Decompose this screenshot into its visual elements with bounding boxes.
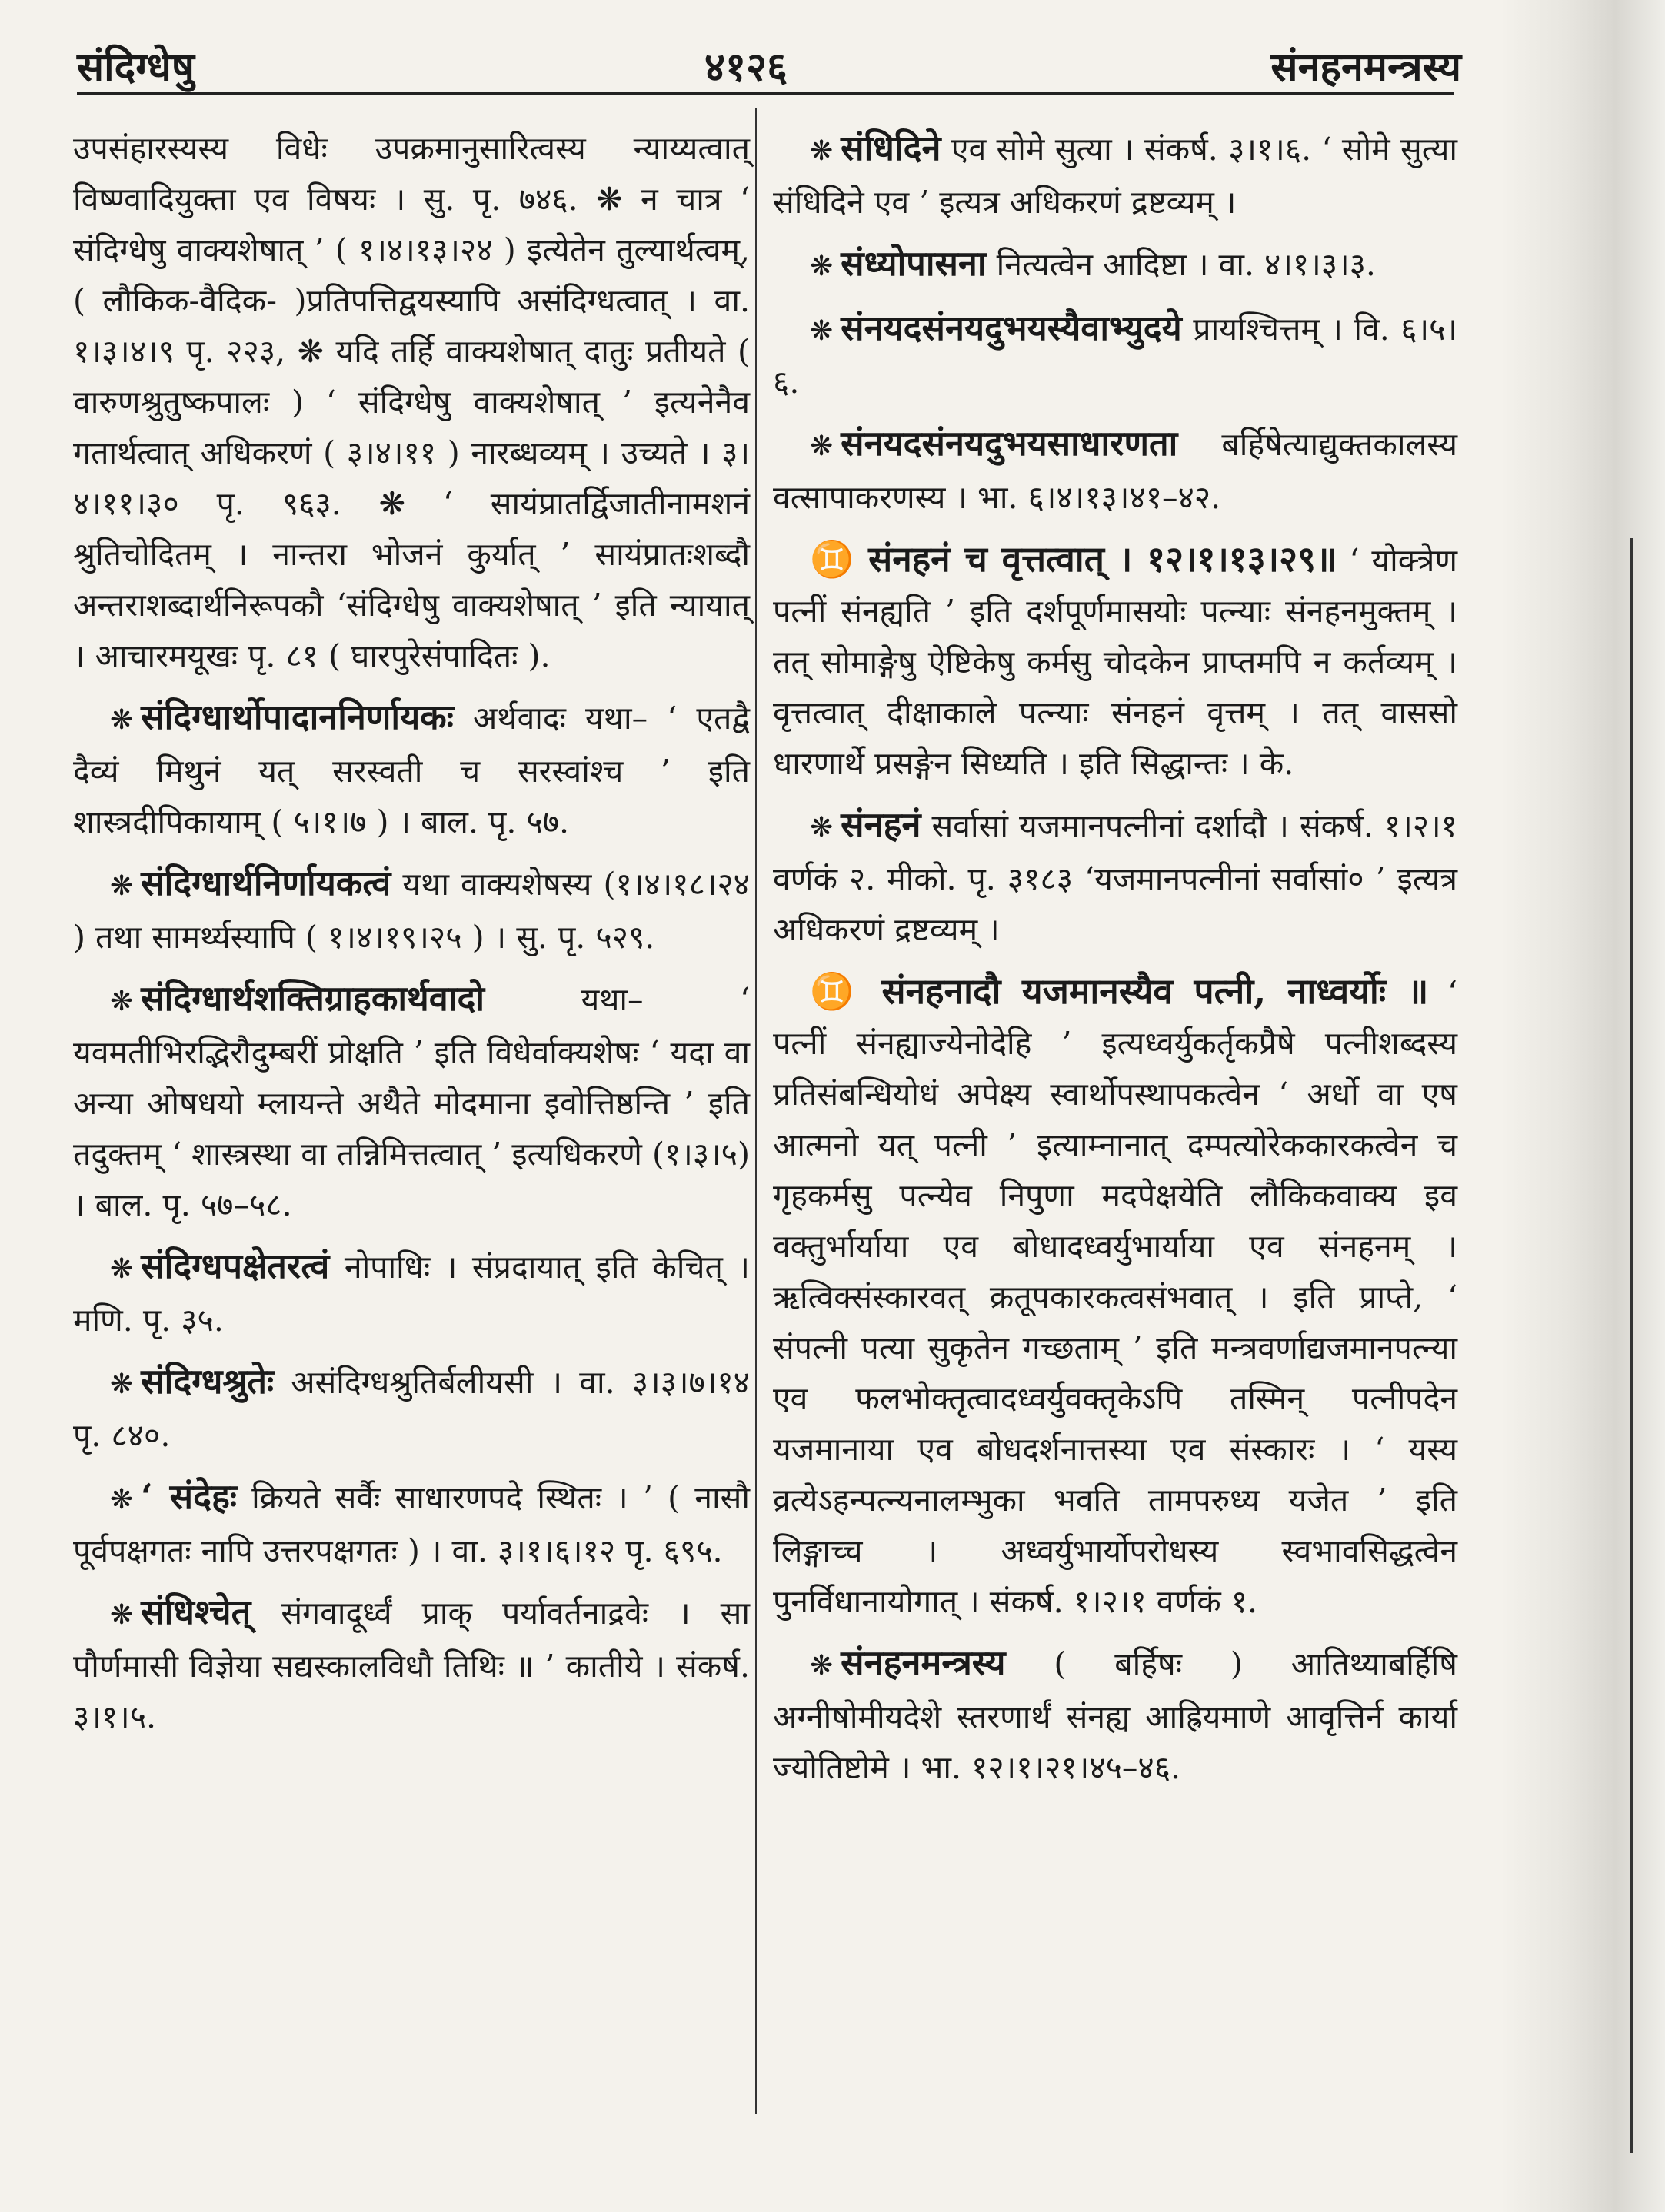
dictionary-entry — [773, 123, 1457, 228]
header-rule — [77, 92, 1454, 95]
header-left-catchword: संदिग्धेषु — [77, 44, 195, 91]
page-number: ४१२६ — [704, 44, 788, 91]
entry-text: नित्यत्वेन आदिष्टा । वा. ४।१।३।३. — [996, 246, 1376, 283]
dictionary-entry — [773, 303, 1457, 407]
entry-headword: संधिदिने — [841, 128, 941, 168]
page-header — [31, 31, 1461, 108]
dictionary-entry — [73, 123, 750, 681]
entry-text: उपसंहारस्यस्य विधेः उपक्रमानुसारित्वस्य न्याय्यत्वात् विष्ण्वादियुक्ता एव विषयः । सु. पृ. ७४६. ❋ न चात्र ‘ संदिग्धेषु वाक्यशेषात् ’ ( १।४।१३।२४ ) इत्येतेन तुल्यार्थत्वम्, ( लौकिक-वैदिक- )प्रतिपत्तिद्वयस्यापि असंदिग्धत्वात् । वा. १।३।४।९ पृ. २२३, ❋ यदि तर्हि वाक्यशेषात् दातुः प्रतीयते ( वारुणश्रुतुष्कपालः ) ‘ संदिग्धेषु वाक्यशेषात् ’ इत्यनेनैव गतार्थत्वात् अधिकरणं ( ३।४।११ ) नारब्धव्यम् । उच्यते । ३।४।११।३० पृ. ९६३. ❋ ‘ सायंप्रातर्द्विजातीनामशनं श्रुतिचोदितम् । नान्तरा भोजनं कुर्यात् ’ सायंप्रातःशब्दौ अन्तराशब्दार्थनिरूपकौ ‘संदिग्धेषु वाक्यशेषात् ’ इति न्यायात् । आचारमयूखः पृ. ८१ ( घारपुरेसंपादितः ). — [73, 130, 750, 674]
entry-text: प्रायश्चित्तम् । वि. ६।५।६. — [773, 311, 1457, 401]
entry-text: एव सोमे सुत्या । संकर्ष. ३।१।६. ‘ सोमे सुत्या संधिदिने एव ’ इत्यत्र अधिकरणं द्रष्टव्यम् । — [773, 131, 1457, 221]
entry-text: संगवादूर्ध्वं प्राक् पर्यावर्तनाद्रवेः । सा पौर्णमासी विज्ञेया सद्यस्कालविधौ तिथिः ॥ ’ कातीये । संकर्ष. ३।१।५. — [73, 1595, 750, 1735]
entry-text: असंदिग्धश्रुतिर्बलीयसी । वा. ३।३।७।१४ पृ. ८४०. — [73, 1364, 750, 1454]
entry-bullet-icon: ❋ — [810, 315, 834, 347]
sutra-heading: संनहनादौ यजमानस्यैव पत्नी, नाध्वर्योः ॥ — [881, 970, 1429, 1012]
entry-text: ‘ योक्त्रेण पत्नीं संनह्यति ’ इति दर्शपूर्णमासयोः पत्न्याः संनहनमुक्तम् । तत् सोमाङ्गेषु ऐष्टिकेषु कर्मसु चोदकेन प्राप्तमपि न कर्तव्यम् । वृत्तत्वात् दीक्षाकाले पत्न्याः संनहनं वृत्तम् । तत् वाससो धारणार्थे प्रसङ्गेन सिध्यति । इति सिद्धान्तः । के. — [773, 542, 1457, 782]
entry-text: ( बर्हिषः ) आतिथ्याबर्हिषि अग्नीषोमीयदेशे स्तरणार्थं संनह्य आह्रियमाणे आवृत्तिर्न कार्या ज्योतिष्टोमे । भा. १२।१।२१।४५–४६. — [773, 1645, 1457, 1786]
edge-line — [1630, 538, 1633, 2153]
entry-text: अर्थवादः यथा– ‘ एतद्वै दैव्यं मिथुनं यत् सरस्वती च सरस्वांश्च ’ इति शास्त्रदीपिकायाम् ( ५।१।७ ) । बाल. पृ. ५७. — [73, 700, 750, 840]
entry-headword: संदिग्धपक्षेतरत्वं — [141, 1246, 330, 1286]
dictionary-entry — [773, 966, 1457, 1627]
entry-bullet-icon: ❋ — [110, 1253, 134, 1285]
column-divider — [755, 108, 757, 2114]
left-column — [73, 123, 750, 1753]
sutra-mark-icon: ♊ — [810, 538, 857, 580]
entry-headword: संध्योपासना — [841, 243, 987, 284]
entry-headword: संदिग्धश्रुतेः — [141, 1361, 275, 1402]
sutra-mark-icon: ♊ — [810, 970, 863, 1012]
entry-text: यथा वाक्यशेषस्य (१।४।१८।२४ ) तथा सामर्थ्यस्यापि ( १।४।१९।२५ ) । सु. पृ. ५२९. — [73, 866, 750, 956]
entry-headword: संनयदसंनयदुभयसाधारणता — [841, 423, 1178, 464]
entry-headword: संधिश्चेत् — [141, 1592, 251, 1632]
entry-bullet-icon: ❋ — [810, 812, 834, 843]
dictionary-entry — [73, 1241, 750, 1345]
entry-bullet-icon: ❋ — [810, 431, 834, 462]
entry-text: नोपाधिः । संप्रदायात् इति केचित् । मणि. पृ. ३५. — [73, 1249, 750, 1339]
entry-bullet-icon: ❋ — [110, 1484, 134, 1515]
dictionary-entry — [73, 1472, 750, 1576]
entry-text: सर्वासां यजमानपत्नीनां दर्शादौ । संकर्ष. १।२।१ वर्णकं २. मीको. पृ. ३१८३ ‘यजमानपत्नीनां सर्वासां० ’ इत्यत्र अधिकरणं द्रष्टव्यम् । — [773, 807, 1457, 948]
entry-headword: संदिग्धार्थशक्तिग्राहकार्थवादो — [141, 978, 485, 1019]
dictionary-entry — [73, 973, 750, 1230]
right-column — [773, 123, 1457, 1804]
binding-edge — [1500, 0, 1665, 2212]
entry-headword: संनयदसंनयदुभयस्यैवाभ्युदये — [841, 308, 1182, 348]
dictionary-entry — [773, 238, 1457, 292]
entry-bullet-icon: ❋ — [110, 986, 134, 1017]
entry-bullet-icon: ❋ — [110, 1599, 134, 1631]
entry-bullet-icon: ❋ — [810, 1650, 834, 1681]
header-right-catchword: संनहनमन्त्रस्य — [1270, 44, 1461, 91]
sutra-heading: संनहनं च वृत्तत्वात् । १२।१।१३।२९॥ — [868, 538, 1337, 580]
entry-bullet-icon: ❋ — [810, 135, 834, 167]
dictionary-entry — [73, 858, 750, 963]
entry-bullet-icon: ❋ — [810, 251, 834, 282]
entry-text: क्रियते सर्वैः साधारणपदे स्थितः । ’ ( नासौ पूर्वपक्षगतः नापि उत्तरपक्षगतः ) । वा. ३।१।६।१२ पृ. ६९५. — [73, 1479, 750, 1569]
entry-headword: संदिग्धार्थनिर्णायकत्वं — [141, 863, 391, 903]
entry-headword: संनहनं — [841, 804, 921, 845]
entry-bullet-icon: ❋ — [110, 704, 134, 736]
entry-headword: संनहनमन्त्रस्य — [841, 1642, 1006, 1683]
entry-bullet-icon: ❋ — [110, 1369, 134, 1400]
entry-bullet-icon: ❋ — [110, 870, 134, 902]
entry-headword: संदिग्धार्थोपादाननिर्णायकः — [141, 697, 454, 737]
dictionary-entry — [73, 692, 750, 847]
dictionary-entry — [773, 1638, 1457, 1793]
dictionary-entry — [773, 800, 1457, 955]
dictionary-entry — [73, 1587, 750, 1742]
entry-text: यथा– ‘ यवमतीभिरद्भिरौदुम्बरीं प्रोक्षति ’ इति विधेर्वाक्यशेषः ‘ यदा वा अन्या ओषधयो म्लायन्ते अथैते मोदमाना इवोत्तिष्ठन्ति ’ इति तदुक्तम् ‘ शास्त्रस्था वा तन्निमित्तत्वात् ’ इत्यधिकरणे (१।३।५) । बाल. पृ. ५७–५८. — [73, 981, 750, 1223]
entry-headword: ‘ संदेहः — [141, 1476, 237, 1517]
entry-text: बर्हिषेत्याद्युक्तकालस्य वत्सापाकरणस्य । भा. ६।४।१३।४१–४२. — [773, 426, 1457, 516]
dictionary-entry — [773, 534, 1457, 789]
dictionary-entry — [73, 1356, 750, 1461]
entry-text: ‘ पत्नीं संनह्याज्येनोदेहि ’ इत्यध्वर्युकर्तृकप्रैषे पत्नीशब्दस्य प्रतिसंबन्धियोधं अपेक्ष्य स्वार्थोपस्थापकत्वेन ‘ अर्धो वा एष आत्मनो यत् पत्नी ’ इत्याम्नानात् दम्पत्योरेककारकत्वेन च गृहकर्मसु पत्न्येव निपुणा मदपेक्षयेति लौकिकवाक्य इव वक्तुर्भार्याया एव बोधादध्वर्युभार्याया एव संनहनम् । ऋत्विक्संस्कारवत् क्रतूपकारकत्वसंभवात् । इति प्राप्ते, ‘ संपत्नी पत्या सुकृतेन गच्छताम् ’ इति मन्त्रवर्णाद्यजमानपत्न्या एव फलभोक्तृत्वादध्वर्युवक्तृकेऽपि तस्मिन् पत्नीपदेन यजमानाया एव बोधदर्शनात्तस्या एव संस्कारः । ‘ यस्य व्रत्येऽहन्पत्न्यनालम्भुका भवति तामपरुध्य यजेत ’ इति लिङ्गाच्च । अध्वर्युभार्योपरोधस्य स्वभावसिद्धत्वेन पुनर्विधानायोगात् । संकर्ष. १।२।१ वर्णकं १. — [773, 974, 1457, 1620]
dictionary-entry — [773, 418, 1457, 523]
